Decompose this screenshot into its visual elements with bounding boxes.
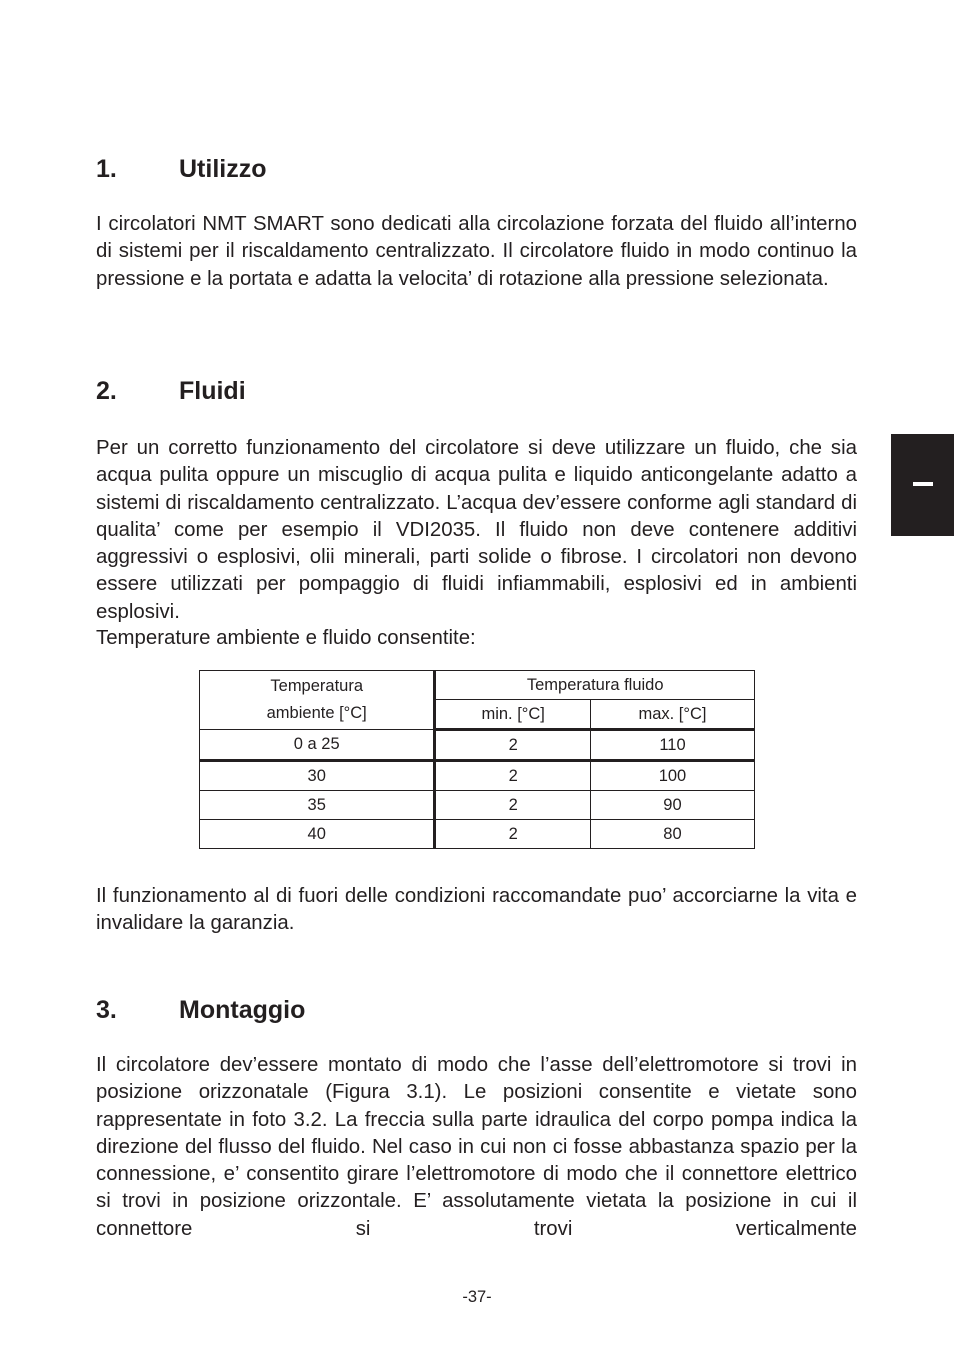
table-row — [200, 791, 755, 820]
language-tab-mark — [913, 482, 933, 486]
section-number: 1. — [96, 155, 117, 183]
section-heading-utilizzo — [96, 154, 267, 184]
temperature-table — [199, 670, 755, 849]
header-fluid: Temperatura fluido — [435, 671, 755, 700]
cell-max: 100 — [590, 761, 754, 791]
section-number: 2. — [96, 377, 117, 405]
utilizzo-paragraph: I circolatori NMT SMART sono dedicati alla circolazione forzata del fluido all’interno di sistemi per il riscaldamento centralizzato. Il circolatore fluido in modo continuo la pressione e la portata e adatta la velocita’ di rotazione alla pressione selezionata. — [96, 213, 857, 290]
table-row — [200, 730, 755, 761]
cell-ambient: 0 a 25 — [200, 730, 435, 761]
cell-min: 2 — [435, 820, 591, 849]
cell-min: 2 — [435, 761, 591, 791]
cell-max: 90 — [590, 791, 754, 820]
header-min: min. [°C] — [435, 700, 591, 730]
section-heading-montaggio — [96, 995, 305, 1025]
cell-min: 2 — [435, 791, 591, 820]
montaggio-paragraph: Il circolatore dev’essere montato di modo che l’asse dell’elettromotore si trovi in posizione orizzonatale (Figura 3.1). Le posizioni consentite e vietate sono rappresentate in foto 3.2. La freccia sulla parte idraulica del corpo pompa indica la direzione del flusso del fluido. Nel caso in cui non ci fosse abbastanza spazio per la connessione, e’ consentito girare l’elettromotore di modo che il connettore elettrico si trovi in posizione orizzontale. E’ assolutamente vietata la posizione in cui il connettore si trovi verticalmente — [96, 1054, 857, 1240]
section-title: Utilizzo — [179, 155, 267, 183]
section-number: 3. — [96, 996, 117, 1024]
cell-min: 2 — [435, 730, 591, 761]
after-table-paragraph: Il funzionamento al di fuori delle condizioni raccomandate puo’ accorciarne la vita e invalidare la garanzia. — [96, 885, 857, 935]
section-title: Fluidi — [179, 377, 246, 405]
header-max: max. [°C] — [590, 700, 754, 730]
cell-max: 80 — [590, 820, 754, 849]
language-side-tab — [891, 434, 954, 536]
page-number: -37- — [462, 1288, 492, 1306]
cell-ambient: 30 — [200, 761, 435, 791]
cell-ambient: 40 — [200, 820, 435, 849]
header-ambient: Temperatura ambiente [°C] — [200, 671, 435, 730]
table-intro: Temperature ambiente e fluido consentite: — [96, 627, 476, 649]
section-heading-fluidi — [96, 376, 246, 406]
table-row — [200, 761, 755, 791]
fluidi-paragraph: Per un corretto funzionamento del circolatore si deve utilizzare un fluido, che sia acqua pulita oppure un miscuglio di acqua pulita e liquido anticongelante adatto a sistemi di riscaldamento centralizzato. L’acqua dev’essere conforme agli standard di qualita’ come per esempio il VDI2035. Il fluido non deve contenere additivi aggressivi o esplosivi, olii minerali, parti solide o fibrose. I circolatori non devono essere utilizzati per pompaggio di fluidi infiammabili, esplosivi ed in ambienti esplosivi. — [96, 437, 857, 623]
cell-ambient: 35 — [200, 791, 435, 820]
cell-max: 110 — [590, 730, 754, 761]
section-title: Montaggio — [179, 996, 306, 1024]
table-row — [200, 820, 755, 849]
